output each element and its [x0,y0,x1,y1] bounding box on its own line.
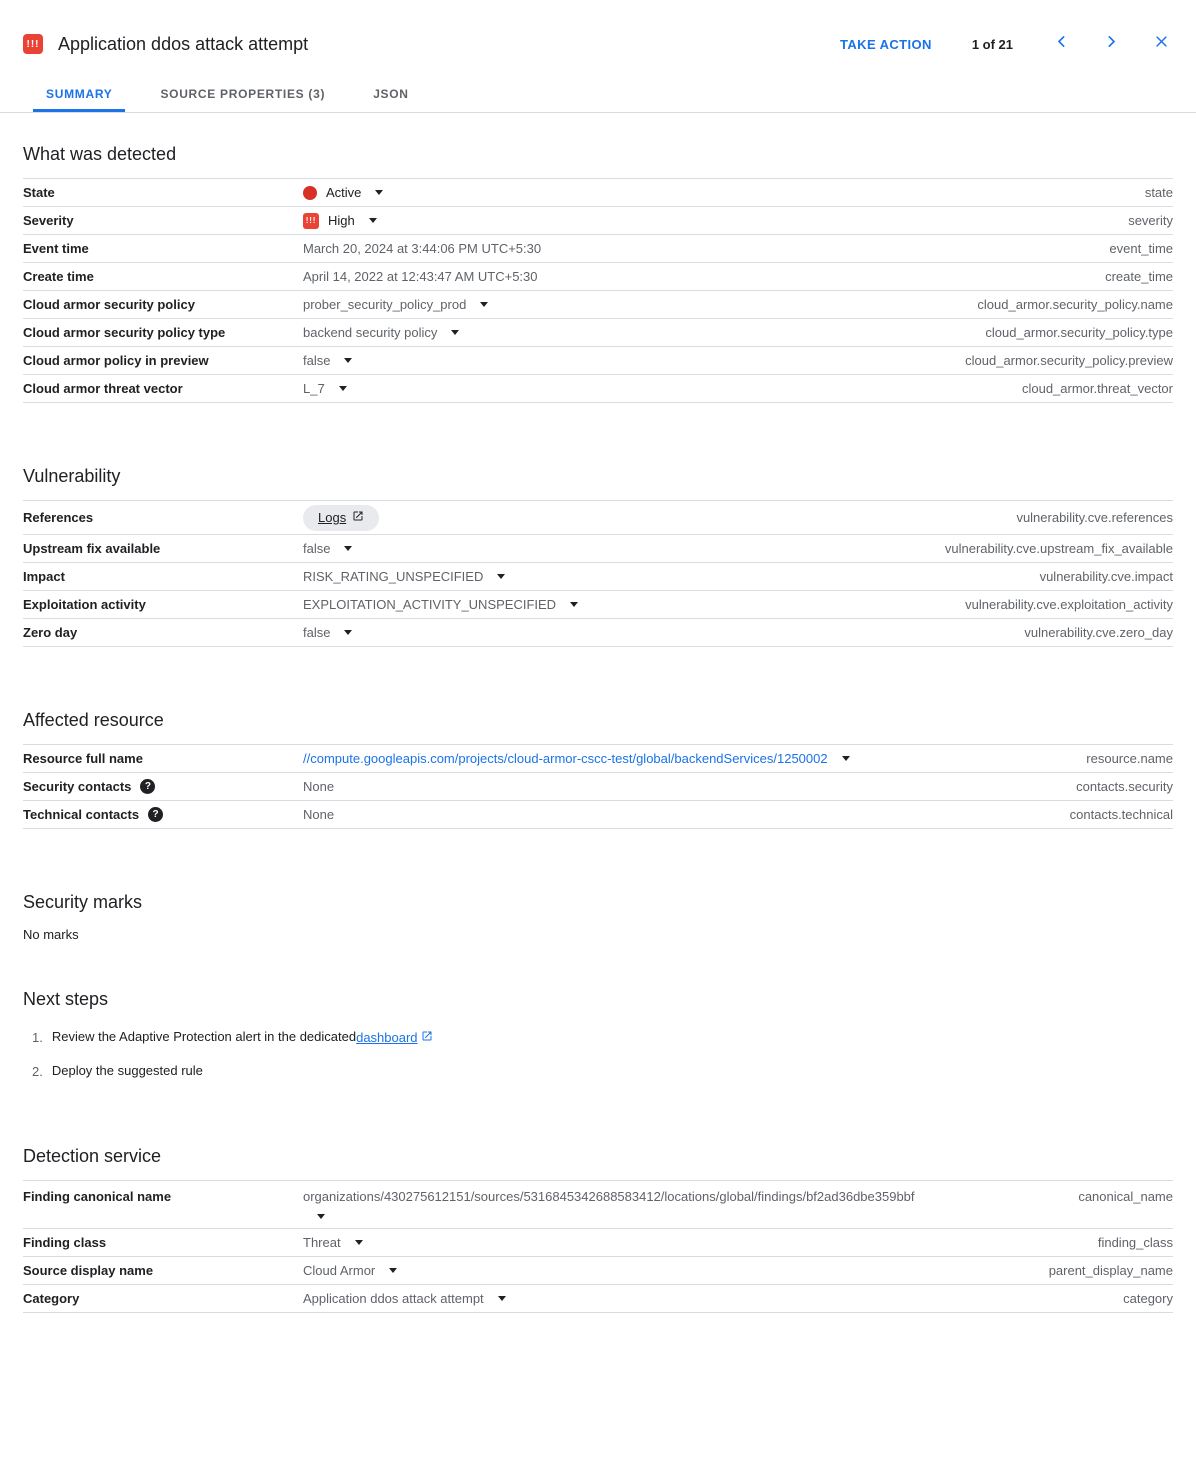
severity-value: High [328,213,355,228]
section-title: Detection service [23,1146,162,1166]
row-label-text: Resource full name [23,751,143,766]
row-label [23,213,303,228]
category-value: Application ddos attack attempt [303,1291,484,1306]
chevron-down-icon [344,546,352,551]
upstream-fix-value: false [303,541,331,556]
open-in-new-icon [346,510,364,525]
row-label [23,541,303,556]
row-label [23,625,303,640]
table-row-security-contacts [23,773,1173,801]
list-item [23,1059,1173,1083]
section-title: Vulnerability [23,466,121,486]
detected-table [23,178,1173,403]
row-label-text: Cloud armor policy in preview [23,353,209,368]
section-detection-service [23,1146,1173,1313]
row-key: cloud_armor.security_policy.preview [965,353,1173,368]
row-label-text: Cloud armor security policy [23,297,195,312]
impact-value: RISK_RATING_UNSPECIFIED [303,569,484,584]
upstream-fix-dropdown[interactable] [303,541,352,556]
category-dropdown[interactable] [303,1291,506,1306]
tab-bar [0,78,1196,113]
prev-finding-button[interactable] [1049,32,1073,56]
section-title: Next steps [23,989,109,1009]
list-item [23,1025,1173,1049]
row-label [23,510,303,525]
row-key: create_time [1105,269,1173,284]
chevron-down-icon [375,190,383,195]
table-row-create-time [23,263,1173,291]
state-value: Active [326,185,362,200]
row-label [23,269,303,284]
row-key: category [1123,1291,1173,1306]
row-label [23,1291,303,1306]
chevron-down-icon [497,574,505,579]
row-label-text: Finding canonical name [23,1189,172,1204]
row-label-text: Source display name [23,1263,154,1278]
create-time-value: April 14, 2022 at 12:43:47 AM UTC+5:30 [303,269,538,284]
row-label-text: Exploitation activity [23,597,146,612]
tab-json[interactable]: JSON [373,86,409,101]
row-label [23,325,303,340]
row-key: vulnerability.cve.exploitation_activity [965,597,1173,612]
row-key: vulnerability.cve.upstream_fix_available [944,541,1173,556]
chevron-left-icon [1054,34,1069,54]
policy-preview-value: false [303,353,331,368]
row-label-text: Severity [23,213,74,228]
row-label [23,1263,303,1278]
row-key: cloud_armor.security_policy.type [985,325,1173,340]
finding-class-value: Threat [303,1235,341,1250]
canonical-name-dropdown[interactable] [303,1186,935,1223]
table-row-exploitation-activity [23,591,1173,619]
chevron-down-icon [339,386,347,391]
row-key: parent_display_name [1048,1263,1173,1278]
step-text: Review the Adaptive Protection alert in the dedicated [51,1029,357,1044]
help-icon[interactable]: ? [148,807,163,822]
row-label [23,807,303,822]
row-key: state [1144,185,1173,200]
row-label-text: Create time [23,269,94,284]
policy-preview-dropdown[interactable] [303,353,352,368]
table-row-technical-contacts [23,801,1173,829]
severity-dropdown[interactable] [303,213,377,229]
table-row-source-display-name [23,1257,1173,1285]
table-row-policy-preview [23,347,1173,375]
section-affected-resource [23,710,1173,829]
table-row-security-policy [23,291,1173,319]
row-label [23,779,303,794]
row-label-text: Impact [23,569,65,584]
row-label [23,1183,303,1204]
high-severity-icon: !!! [23,34,43,54]
security-policy-type-dropdown[interactable] [303,325,459,340]
row-key: canonical_name [1078,1189,1173,1204]
row-label [23,751,303,766]
chevron-down-icon [570,602,578,607]
row-label-text: Security contacts [23,779,132,794]
chevron-down-icon [344,358,352,363]
close-icon [1154,34,1169,54]
row-label [23,1235,303,1250]
row-label [23,297,303,312]
table-row-category [23,1285,1173,1313]
section-title: Affected resource [23,710,164,730]
section-title: Security marks [23,892,143,912]
page-title: Application ddos attack attempt [58,33,309,54]
tab-source-properties[interactable]: SOURCE PROPERTIES (3) [160,86,326,101]
row-key: vulnerability.cve.impact [1039,569,1173,584]
active-state-dot-icon [303,186,317,200]
table-row-threat-vector [23,375,1173,403]
section-what-was-detected [23,144,1173,403]
row-key: vulnerability.cve.zero_day [1024,625,1173,640]
no-marks-text: No marks [23,927,79,942]
zero-day-value: false [303,625,331,640]
dashboard-link-label: dashboard [356,1029,418,1045]
table-row-event-time [23,235,1173,263]
row-label-text: State [23,185,55,200]
exploitation-activity-value: EXPLOITATION_ACTIVITY_UNSPECIFIED [303,597,557,612]
help-icon[interactable]: ? [140,779,155,794]
row-label-text: Technical contacts [23,807,140,822]
row-label [23,241,303,256]
table-row-references [23,501,1173,535]
threat-vector-value: L_7 [303,381,325,396]
vulnerability-table [23,500,1173,647]
row-label-text: Event time [23,241,89,256]
row-label-text: Cloud armor security policy type [23,325,226,340]
chevron-right-icon [1104,34,1119,54]
table-row-upstream-fix [23,535,1173,563]
zero-day-dropdown[interactable] [303,625,352,640]
row-key: contacts.technical [1069,807,1173,822]
row-key: severity [1128,213,1173,228]
impact-dropdown[interactable] [303,569,505,584]
row-label [23,597,303,612]
chevron-down-icon [355,1240,363,1245]
table-row-severity [23,207,1173,235]
technical-contacts-value: None [303,807,335,822]
resource-name-dropdown[interactable] [303,751,850,766]
resource-name-link[interactable]: //compute.googleapis.com/projects/cloud-armor-cscc-test/global/backendServices/1250002 [303,751,828,766]
logs-chip-inner [318,510,364,525]
row-label [23,381,303,396]
row-label-text: Finding class [23,1235,107,1250]
table-row-state [23,179,1173,207]
affected-resource-table [23,744,1173,829]
logs-chip-button[interactable] [303,505,379,531]
chevron-down-icon [389,1268,397,1273]
section-next-steps [23,989,1173,1083]
chevron-down-icon [480,302,488,307]
high-severity-icon: !!! [303,213,319,229]
row-label-text: Category [23,1291,80,1306]
row-key: cloud_armor.security_policy.name [977,297,1173,312]
chevron-down-icon [451,330,459,335]
pagination-label: 1 of 21 [971,36,1013,52]
security-policy-dropdown[interactable] [303,297,488,312]
row-label [23,569,303,584]
table-row-finding-class [23,1229,1173,1257]
step-text: Deploy the suggested rule [51,1063,203,1078]
row-key: vulnerability.cve.references [1016,510,1173,525]
next-finding-button[interactable] [1099,32,1123,56]
source-display-name-value: Cloud Armor [303,1263,376,1278]
row-label-text: Cloud armor threat vector [23,381,183,396]
canonical-name-value: organizations/430275612151/sources/5316845342688583412/locations/global/findings/bf2ad36dbe359bbf [303,1189,915,1204]
close-button[interactable] [1149,32,1173,56]
row-label [23,185,303,200]
chevron-down-icon [317,1214,325,1219]
security-policy-type-value: backend security policy [303,325,438,340]
event-time-value: March 20, 2024 at 3:44:06 PM UTC+5:30 [303,241,542,256]
security-policy-value: prober_security_policy_prod [303,297,467,312]
table-row-canonical-name [23,1181,1173,1229]
step-number: 2. [32,1063,43,1079]
security-contacts-value: None [303,779,335,794]
logs-chip-label: Logs [318,510,347,525]
source-display-name-dropdown[interactable] [303,1263,397,1278]
step-number: 1. [32,1029,43,1045]
chevron-down-icon [498,1296,506,1301]
take-action-button[interactable]: TAKE ACTION [840,36,932,52]
open-in-new-icon [418,1030,433,1045]
row-key: finding_class [1097,1235,1173,1250]
row-key: cloud_armor.threat_vector [1021,381,1173,396]
finding-detail-panel [0,26,1196,1313]
section-vulnerability [23,466,1173,647]
state-dropdown[interactable] [303,185,383,200]
row-label-text: References [23,510,94,525]
row-key: event_time [1109,241,1173,256]
next-steps-list [23,1025,1173,1083]
row-key: contacts.security [1076,779,1173,794]
panel-header [23,26,1173,62]
exploitation-activity-dropdown[interactable] [303,597,578,612]
row-label-text: Zero day [23,625,78,640]
chevron-down-icon [842,756,850,761]
threat-vector-dropdown[interactable] [303,381,347,396]
section-title: What was detected [23,144,177,164]
header-controls [840,32,1173,56]
chevron-down-icon [344,630,352,635]
row-label-text: Upstream fix available [23,541,161,556]
dashboard-link[interactable] [356,1030,432,1045]
table-row-security-policy-type [23,319,1173,347]
row-label [23,353,303,368]
detection-service-table [23,1180,1173,1313]
table-row-impact [23,563,1173,591]
section-security-marks [23,892,1173,942]
finding-class-dropdown[interactable] [303,1235,363,1250]
table-row-zero-day [23,619,1173,647]
row-key: resource.name [1086,751,1173,766]
chevron-down-icon [369,218,377,223]
table-row-resource-full-name [23,745,1173,773]
tab-summary[interactable]: SUMMARY [33,78,125,112]
